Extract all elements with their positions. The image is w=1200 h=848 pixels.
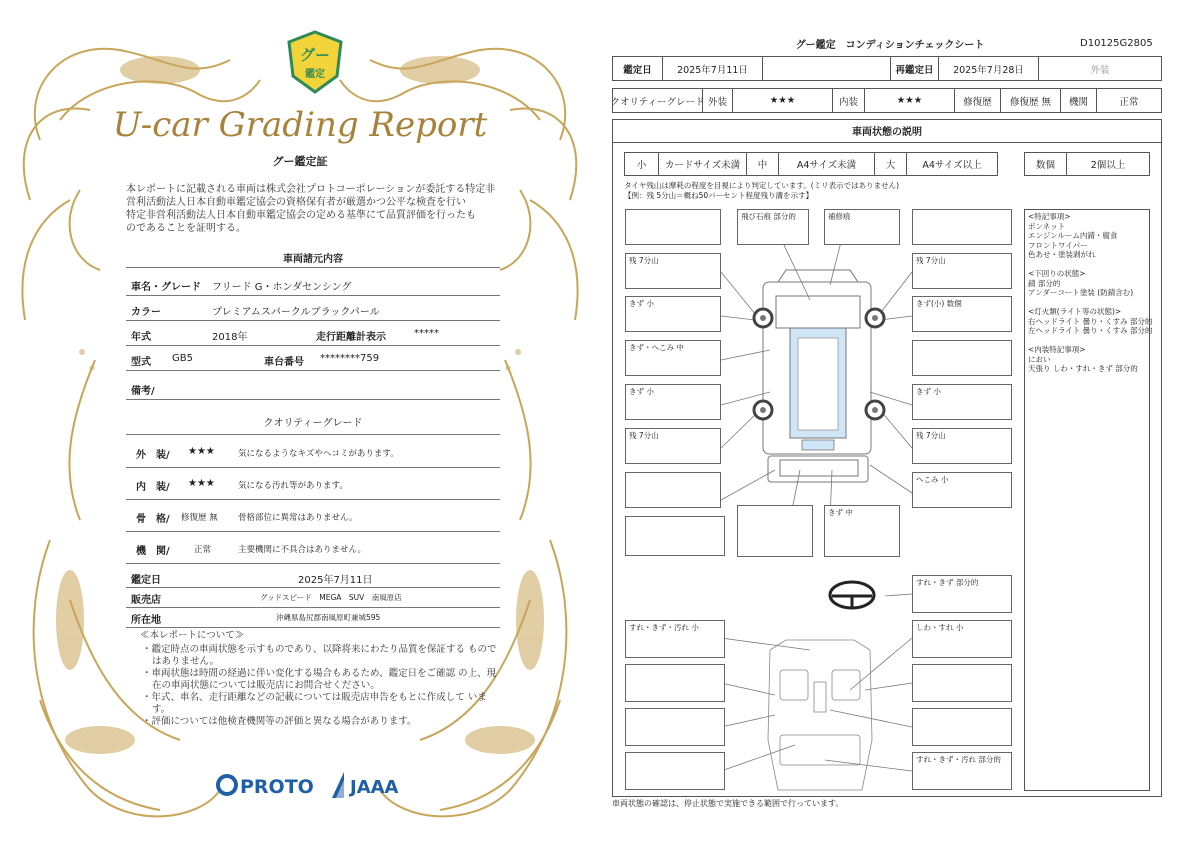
address-value: 沖縄県島尻郡南風原町兼城595 [276, 613, 381, 622]
sheet-title: グー鑑定 コンディションチェックシート [795, 40, 985, 51]
damage-box: きず 小 [912, 384, 1012, 420]
damage-box [625, 752, 725, 790]
spec-row-model [126, 347, 500, 371]
spec-label: 備考/ [131, 386, 155, 397]
memo-line: エンジンルーム内錆・腐食 [1028, 231, 1118, 240]
shop-name: グッドスピード MEGA SUV 南風原店 [260, 593, 402, 602]
damage-box: へこみ 小 [912, 472, 1012, 508]
spec-value: プレミアムスパークルブラックパール [212, 307, 380, 318]
footer-note: 車両状態の確認は、停止状態で実施できる範囲で行っています。 [612, 799, 844, 808]
memo-spacer [1028, 336, 1153, 346]
state-heading: 車両状態の説明 [612, 119, 1162, 143]
spec-label: 年式 [131, 332, 151, 343]
document-id: D10125G2805 [1080, 38, 1153, 49]
damage-box [912, 209, 1012, 245]
repair-label: 修復歴 [955, 89, 1001, 112]
address-row [126, 608, 500, 628]
intro-line: 営利活動法人日本自動車鑑定協会の資格保有者が厳選かつ公平な検査を行い [126, 197, 466, 208]
damage-box: 補修痕 [824, 209, 900, 245]
damage-box: しわ・すれ 小 [912, 620, 1012, 658]
damage-box: きず・へこみ 中 [625, 340, 721, 376]
quality-label: 外 装/ [136, 450, 170, 461]
legend-medium: 中 [747, 153, 779, 175]
special-notes-panel [1024, 209, 1153, 791]
intro-line: 本レポートに記載される車両は株式会社プロトコーポレーションが委託する特定非 [126, 184, 496, 195]
spec-label: 走行距離計表示 [316, 332, 386, 343]
quality-heading: クオリティーグレード [263, 418, 363, 429]
reappraisal-label: 再鑑定日 [891, 57, 939, 80]
legend-large: 大 [875, 153, 907, 175]
damage-box [625, 472, 721, 508]
damage-box [625, 516, 725, 556]
damage-box: 残 7分山 [625, 428, 721, 464]
memo-line: 色あせ・塗装剥がれ [1028, 250, 1096, 259]
spec-label: カラー [131, 307, 161, 318]
condition-check-sheet [600, 0, 1200, 848]
svg-text:グー: グー [299, 46, 331, 64]
quality-label: 骨 格/ [136, 514, 170, 525]
spec-heading: 車両諸元内容 [283, 254, 343, 265]
jaaa-logo [330, 770, 410, 800]
quality-grade: 正常 [194, 545, 212, 555]
spec-value: ***** [414, 328, 439, 339]
engine-value: 正常 [1119, 96, 1139, 108]
svg-text:PROTO: PROTO [240, 776, 314, 798]
spec-value: フリード G・ホンダセンシング [212, 282, 352, 293]
damage-box [625, 209, 721, 245]
ext-grade: ★★★ [733, 89, 833, 112]
spec-label: 車台番号 [264, 357, 304, 368]
damage-box: 残 7分山 [912, 253, 1012, 289]
damage-box: 残 7分山 [912, 428, 1012, 464]
appraisal-date: 2025年7月11日 [298, 575, 373, 586]
quality-grade: ★★★ [188, 446, 215, 457]
appraisal-label: 鑑定日 [613, 57, 663, 80]
spec-label: 車名・グレード [131, 282, 201, 293]
damage-box: すれ・きず 部分的 [912, 575, 1012, 613]
svg-text:JAAA: JAAA [350, 777, 399, 798]
quality-row-engine [126, 536, 500, 564]
damage-box [625, 708, 725, 746]
quality-comment: 主要機関に不具合はありません。 [238, 545, 367, 555]
memo-line: ボンネット [1028, 221, 1066, 231]
quality-comment: 気になるようなキズやヘコミがあります。 [238, 449, 399, 459]
damage-box [625, 664, 725, 702]
legend-medium-desc: A4サイズ未満 [779, 153, 875, 175]
quality-row-exterior [126, 440, 500, 468]
count-label: 数個 [1025, 153, 1067, 175]
damage-box: すれ・きず・汚れ 小 [625, 620, 725, 658]
memo-line: <灯火類(ライト等の状態)> [1028, 307, 1122, 316]
quality-comment: 骨格部位に異常はありません。 [238, 513, 358, 523]
memo-line: 天張り しわ・すれ・きず 部分的 [1028, 364, 1138, 373]
memo-line: <内装特記事項> [1028, 345, 1086, 354]
int-grade: ★★★ [865, 89, 955, 112]
divider [126, 267, 500, 268]
quality-label: 機 関/ [136, 546, 170, 557]
tire-note: タイヤ残山は摩耗の程度を目視により判定しています。(ミリ表示ではありません) [624, 181, 900, 190]
certificate-intro [126, 183, 496, 235]
intro-line: 特定非営利活動法人日本自動車鑑定協会の定める基準にて品質評価を行ったも [126, 210, 476, 221]
engine-label: 機関 [1061, 89, 1097, 112]
damage-box: きず 小 [625, 384, 721, 420]
memo-line: フロントワイパー [1028, 240, 1088, 250]
spec-value: ********759 [320, 353, 380, 364]
legend-small-desc: カードサイズ未満 [659, 153, 747, 175]
proto-logo [216, 772, 316, 798]
damage-box: 飛び石痕 部分的 [737, 209, 809, 245]
appraisal-row [126, 566, 500, 588]
quality-row-frame [126, 504, 500, 532]
spec-row-remarks [126, 376, 500, 400]
repair-value: 修復歴 無 [1001, 89, 1061, 112]
ext-label: 外装 [703, 89, 733, 112]
address-label: 所在地 [131, 615, 161, 626]
tire-example: 【例：残 5分山＝概ね50パーセント程度残り溝を示す】 [624, 191, 814, 200]
note-item: ・鑑定時点の車両状態を示すものであり、以降将来にわたり品質を保証する ものではありません。 [142, 644, 497, 667]
grade-label: クオリティーグレード [613, 89, 703, 112]
svg-text:鑑定: 鑑定 [305, 69, 325, 80]
memo-line: アンダーコート塗装 (防錆含む) [1028, 288, 1134, 297]
memo-line: 右ヘッドライト 曇り・くすみ 部分的 [1028, 316, 1153, 326]
damage-box: きず 小 [625, 296, 721, 332]
goo-kantei-badge [285, 30, 345, 94]
spec-value: 2018年 [212, 332, 248, 343]
certificate-title [90, 98, 510, 150]
damage-box [912, 664, 1012, 702]
appraisal-label: 鑑定日 [131, 575, 161, 586]
reappraisal-date: 2025年7月28日 [939, 57, 1039, 80]
spec-value: GB5 [172, 353, 193, 364]
memo-line: におい [1028, 354, 1051, 364]
quality-label: 内 装/ [136, 482, 170, 493]
quality-grade: 修復歴 無 [181, 513, 218, 523]
memo-spacer [1028, 260, 1153, 270]
memo-line: 左ヘッドライト 曇り・くすみ 部分的 [1028, 326, 1153, 335]
intro-line: のであることを証明する。 [126, 223, 246, 234]
damage-box: きず 中 [824, 505, 900, 557]
exterior-tab: 外装 [1090, 64, 1110, 76]
damage-box [912, 708, 1012, 746]
special-notes-list [1028, 212, 1153, 374]
divider [126, 434, 500, 435]
memo-line: 錆 部分的 [1028, 278, 1061, 288]
damage-box: きず(小) 数個 [912, 296, 1012, 332]
note-item: ・車両状態は時間の経過に伴い変化する場合もあるため、鑑定日をご確認 の上、現在の車両状態については販売店にお問合せください。 [142, 668, 497, 691]
damage-box [737, 505, 813, 557]
shop-row [126, 588, 500, 608]
note-item: ・年式、車名、走行距離などの記載については販売店申告をもとに作成して います。 [142, 692, 487, 715]
appraisal-date: 2025年7月11日 [663, 57, 763, 80]
damage-box [912, 340, 1012, 376]
notes-heading: ≪本レポートについて≫ [140, 630, 245, 641]
damage-box: すれ・きず・汚れ 部分的 [912, 752, 1012, 790]
memo-line: <特記事項> [1028, 212, 1071, 221]
quality-comment: 気になる汚れ等があります。 [238, 481, 348, 491]
spec-row-name [126, 272, 500, 296]
shop-label: 販売店 [131, 595, 161, 606]
count-value: 2個以上 [1090, 160, 1126, 171]
spec-row-color [126, 297, 500, 321]
certificate-subtitle: グー鑑定証 [272, 155, 328, 168]
int-label: 内装 [833, 89, 865, 112]
report-notes [140, 630, 500, 728]
quality-grade: ★★★ [188, 478, 215, 489]
memo-line: <下回りの状態> [1028, 269, 1086, 278]
steering-wheel-icon [830, 582, 874, 608]
spec-label: 型式 [131, 357, 151, 368]
memo-spacer [1028, 298, 1153, 308]
legend-large-desc: A4サイズ以上 [922, 160, 982, 171]
spec-row-year [126, 322, 500, 346]
legend-small: 小 [625, 153, 659, 175]
note-item: ・評価については他検査機関等の評価と異なる場合があります。 [142, 716, 417, 727]
svg-text:U-car Grading Report: U-car Grading Report [112, 105, 488, 145]
quality-row-interior [126, 472, 500, 500]
damage-box: 残 7分山 [625, 253, 721, 289]
